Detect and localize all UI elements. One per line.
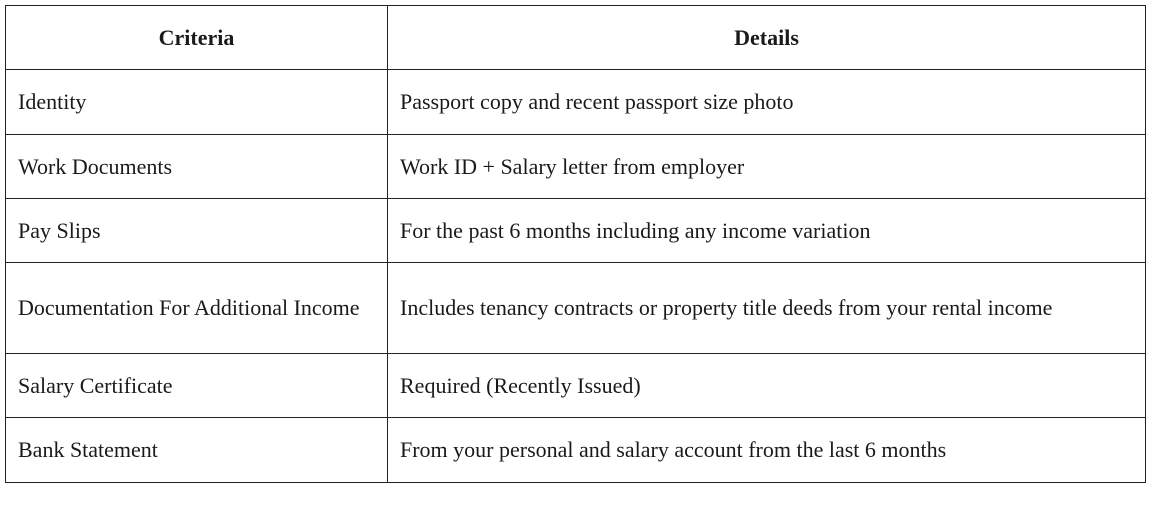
criteria-cell: Bank Statement (6, 418, 388, 483)
criteria-cell: Salary Certificate (6, 354, 388, 418)
table-header (6, 6, 1146, 70)
table-row (6, 263, 1146, 354)
table-body (6, 70, 1146, 483)
table-row (6, 135, 1146, 199)
criteria-cell: Identity (6, 70, 388, 135)
column-header-criteria: Criteria (6, 6, 388, 70)
criteria-cell: Work Documents (6, 135, 388, 199)
table-row (6, 199, 1146, 263)
details-cell: From your personal and salary account from the last 6 months (388, 418, 1146, 483)
criteria-cell: Pay Slips (6, 199, 388, 263)
details-cell: Includes tenancy contracts or property title deeds from your rental income (388, 263, 1146, 354)
criteria-cell: Documentation For Additional Income (6, 263, 388, 354)
table-row (6, 418, 1146, 483)
details-cell: Required (Recently Issued) (388, 354, 1146, 418)
column-header-details: Details (388, 6, 1146, 70)
table-row (6, 70, 1146, 135)
table-row (6, 354, 1146, 418)
details-cell: Passport copy and recent passport size photo (388, 70, 1146, 135)
header-row (6, 6, 1146, 70)
details-cell: Work ID + Salary letter from employer (388, 135, 1146, 199)
requirements-table (5, 5, 1146, 483)
details-cell: For the past 6 months including any income variation (388, 199, 1146, 263)
